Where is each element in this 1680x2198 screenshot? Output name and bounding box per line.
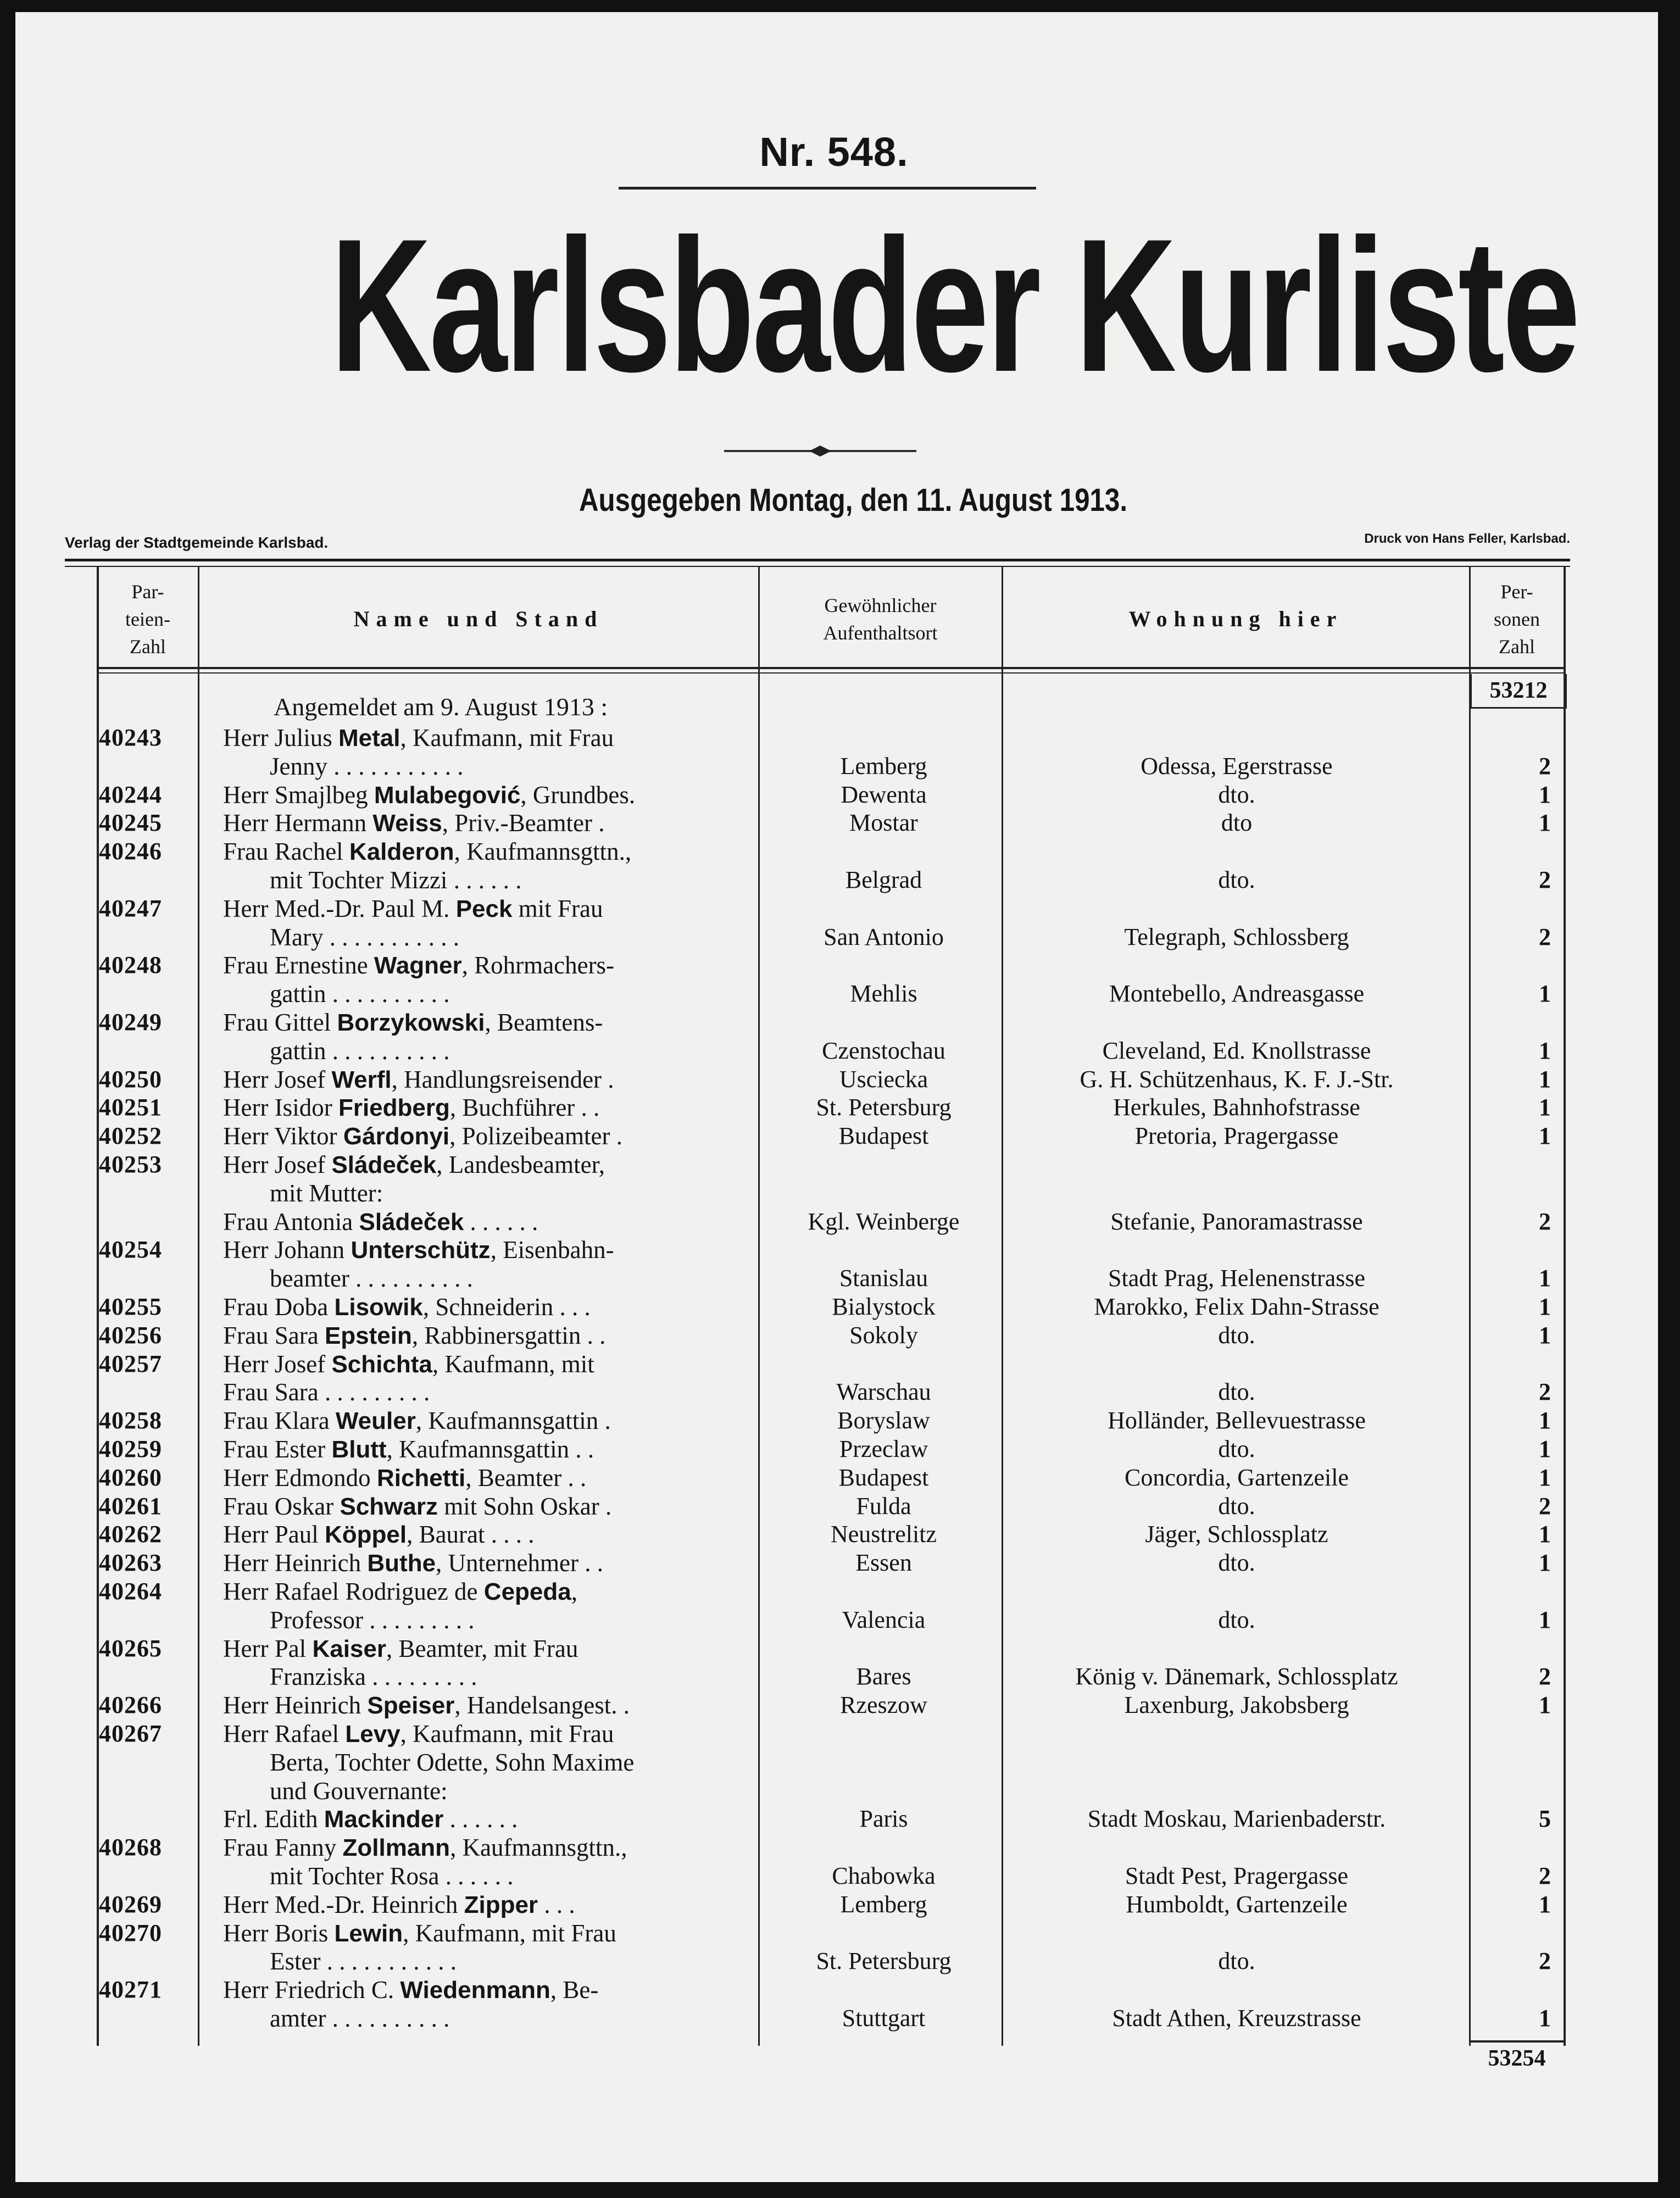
entry-residence: Humboldt, Gartenzeile <box>1126 1890 1348 1918</box>
entry-residence: Jäger, Schlossplatz <box>1145 1521 1328 1548</box>
entry-number: 40255 <box>99 1293 162 1320</box>
entry-residence: G. H. Schützenhaus, K. F. J.-Str. <box>1080 1065 1394 1093</box>
entry-name-line: Herr Med.-Dr. Paul M. Peck mit Frau <box>223 894 603 922</box>
entry-persons: 1 <box>1539 809 1551 837</box>
entry-persons: 2 <box>1539 1663 1551 1690</box>
entry-name-line: mit Tochter Mizzi . . . . . . <box>270 866 522 894</box>
entry-number: 40246 <box>99 838 162 865</box>
entry-persons: 1 <box>1539 1549 1551 1577</box>
entry-persons: 5 <box>1539 1805 1551 1833</box>
entry-name-line: Frau Antonia Sládeček . . . . . . <box>223 1207 538 1236</box>
entry-persons: 1 <box>1539 2005 1551 2032</box>
entry-city: Dewenta <box>841 781 927 808</box>
entry-city: St. Petersburg <box>816 1947 952 1975</box>
entry-persons: 1 <box>1539 1065 1551 1093</box>
entry-number: 40247 <box>99 894 162 922</box>
entry-number: 40271 <box>99 1976 162 2004</box>
column-line-2 <box>758 566 760 2046</box>
entry-number: 40256 <box>99 1321 162 1349</box>
column-line-4 <box>1469 566 1471 2046</box>
entry-persons: 2 <box>1539 923 1551 950</box>
column-line-right <box>1564 566 1566 2046</box>
entry-residence: dto <box>1221 809 1253 837</box>
entry-residence: dto. <box>1218 1492 1255 1520</box>
entry-residence: Holländer, Bellevuestrasse <box>1108 1407 1366 1434</box>
entry-residence: Stadt Athen, Kreuzstrasse <box>1112 2005 1361 2032</box>
entry-persons: 1 <box>1539 1094 1551 1121</box>
entry-persons: 2 <box>1539 752 1551 780</box>
entry-residence: König v. Dänemark, Schlossplatz <box>1075 1663 1398 1690</box>
entry-residence: dto. <box>1218 1321 1255 1349</box>
header-persons-count: Per- sonen Zahl <box>1494 581 1540 658</box>
entry-persons: 1 <box>1539 1293 1551 1320</box>
entry-name-line: Herr Hermann Weiss, Priv.-Beamter . <box>223 809 605 837</box>
entry-city: Przeclaw <box>839 1435 928 1462</box>
entry-city: St. Petersburg <box>816 1094 952 1121</box>
entry-city: Mostar <box>849 809 918 837</box>
entry-residence: dto. <box>1218 866 1255 893</box>
entry-persons: 2 <box>1539 1207 1551 1235</box>
carried-total: 53212 <box>1470 674 1567 709</box>
issue-date: Ausgegeben Montag, den 11. August 1913. <box>578 482 1128 518</box>
entry-number: 40243 <box>99 724 162 751</box>
entry-city: Stanislau <box>839 1265 928 1292</box>
entry-city: San Antonio <box>824 923 944 950</box>
entry-name-line: Herr Heinrich Speiser, Handelsangest. . <box>223 1691 630 1720</box>
entry-number: 40254 <box>99 1236 162 1264</box>
entry-name-line: Herr Heinrich Buthe, Unternehmer . . <box>223 1549 603 1577</box>
entry-name-line: Frl. Edith Mackinder . . . . . . <box>223 1805 518 1833</box>
entry-name-line: Herr Rafael Rodriguez de Cepeda, <box>223 1578 577 1605</box>
entry-city: Fulda <box>856 1492 911 1520</box>
entry-persons: 1 <box>1539 1521 1551 1548</box>
entry-residence: Stefanie, Panoramastrasse <box>1110 1207 1363 1235</box>
entry-name-line: Frau Klara Weuler, Kaufmannsgattin . <box>223 1407 611 1435</box>
masthead-title: Karlsbader Kurliste <box>330 200 1578 411</box>
entry-number: 40250 <box>99 1065 162 1093</box>
entry-name-line: Frau Sara Epstein, Rabbinersgattin . . <box>223 1321 606 1349</box>
entry-name-line: Herr Edmondo Richetti, Beamter . . <box>223 1464 587 1492</box>
entry-name-line: mit Tochter Rosa . . . . . . <box>270 1862 514 1890</box>
entry-number: 40269 <box>99 1890 162 1918</box>
entry-residence: dto. <box>1218 1606 1255 1633</box>
header-party-number: Par- teien- Zahl <box>125 581 170 658</box>
entry-name-line: Frau Fanny Zollmann, Kaufmannsgttn., <box>223 1834 627 1862</box>
entry-residence: Stadt Moskau, Marienbaderstr. <box>1087 1805 1386 1833</box>
printer-line: Druck von Hans Feller, Karlsbad. <box>1364 531 1570 546</box>
entry-city: Valencia <box>842 1606 926 1633</box>
entry-name-line: Herr Johann Unterschütz, Eisenbahn- <box>223 1236 614 1264</box>
entry-number: 40262 <box>99 1521 162 1548</box>
entry-number: 40261 <box>99 1492 162 1520</box>
entry-number: 40245 <box>99 809 162 837</box>
entry-city: Neustrelitz <box>830 1521 937 1548</box>
publisher-line: Verlag der Stadtgemeinde Karlsbad. <box>65 534 329 551</box>
entry-residence: Marokko, Felix Dahn-Strasse <box>1094 1293 1379 1320</box>
entry-persons: 1 <box>1539 1691 1551 1719</box>
entry-city: Boryslaw <box>837 1407 930 1434</box>
entry-persons: 1 <box>1539 1435 1551 1462</box>
entry-name-line: Herr Julius Metal, Kaufmann, mit Frau <box>223 724 614 752</box>
entry-number: 40244 <box>99 781 162 808</box>
entry-name-line: Herr Isidor Friedberg, Buchführer . . <box>223 1094 600 1122</box>
entry-number: 40252 <box>99 1122 162 1150</box>
column-line-1 <box>198 566 199 2046</box>
entry-city: Lemberg <box>840 1890 927 1918</box>
entry-name-line: Franziska . . . . . . . . . <box>270 1663 477 1691</box>
entry-name-line: Frau Oskar Schwarz mit Sohn Oskar . <box>223 1492 612 1520</box>
entry-persons: 2 <box>1539 866 1551 893</box>
entry-name-line: Frau Sara . . . . . . . . . <box>223 1378 430 1406</box>
registration-date-heading: Angemeldet am 9. August 1913 : <box>274 693 608 721</box>
entry-number: 40259 <box>99 1435 162 1462</box>
entry-city: Bares <box>856 1663 911 1690</box>
entry-name-line: Herr Josef Werfl, Handlungsreisender . <box>223 1065 614 1093</box>
entry-number: 40257 <box>99 1350 162 1377</box>
entry-name-line: Mary . . . . . . . . . . . <box>270 923 459 951</box>
entry-city: Usciecka <box>839 1065 928 1093</box>
entry-residence: Stadt Pest, Pragergasse <box>1125 1862 1349 1889</box>
entry-number: 40270 <box>99 1919 162 1946</box>
entry-name-line: Herr Pal Kaiser, Beamter, mit Frau <box>223 1634 578 1662</box>
entry-persons: 2 <box>1539 1947 1551 1975</box>
header-name-and-status: Name und Stand <box>353 606 604 631</box>
entry-persons: 2 <box>1539 1378 1551 1406</box>
entry-residence: Telegraph, Schlossberg <box>1124 923 1349 950</box>
entry-residence: Herkules, Bahnhofstrasse <box>1113 1094 1360 1121</box>
entry-number: 40267 <box>99 1720 162 1747</box>
entry-city: Warschau <box>836 1378 931 1406</box>
entry-name-line: Herr Josef Sládeček, Landesbeamter, <box>223 1151 605 1178</box>
entry-name-line: Jenny . . . . . . . . . . . <box>270 752 464 780</box>
entry-city: Budapest <box>838 1464 929 1491</box>
entry-name-line: gattin . . . . . . . . . . <box>270 1037 450 1065</box>
ornament-diamond-icon <box>809 446 831 457</box>
table-top-rule <box>65 559 1570 561</box>
entry-name-line: Frau Gittel Borzykowski, Beamtens- <box>223 1009 603 1036</box>
table-top-rule-thin <box>65 566 1570 567</box>
entry-name-line: Herr Boris Lewin, Kaufmann, mit Frau <box>223 1919 616 1947</box>
entry-city: Kgl. Weinberge <box>808 1207 960 1235</box>
entry-persons: 2 <box>1539 1862 1551 1889</box>
entry-number: 40248 <box>99 951 162 979</box>
entry-persons: 1 <box>1539 980 1551 1008</box>
entry-city: Chabowka <box>832 1862 936 1889</box>
entry-residence: dto. <box>1218 1549 1255 1577</box>
entry-number: 40265 <box>99 1634 162 1662</box>
entry-name-line: Frau Doba Lisowik, Schneiderin . . . <box>223 1293 591 1321</box>
entry-number: 40251 <box>99 1094 162 1121</box>
entry-persons: 1 <box>1539 1037 1551 1064</box>
entry-residence: Odessa, Egerstrasse <box>1141 752 1333 780</box>
column-line-3 <box>1002 566 1003 2046</box>
entry-persons: 2 <box>1539 1492 1551 1520</box>
entry-city: Stuttgart <box>842 2005 926 2032</box>
entry-number: 40264 <box>99 1578 162 1605</box>
entry-name-line: Herr Viktor Gárdonyi, Polizeibeamter . <box>223 1122 622 1150</box>
entry-number: 40249 <box>99 1009 162 1036</box>
entry-residence: Concordia, Gartenzeile <box>1124 1464 1349 1491</box>
entry-persons: 1 <box>1539 1265 1551 1292</box>
entry-residence: Laxenburg, Jakobsberg <box>1124 1691 1349 1719</box>
entry-residence: Cleveland, Ed. Knollstrasse <box>1102 1037 1371 1064</box>
entry-residence: Stadt Prag, Helenenstrasse <box>1108 1265 1365 1292</box>
entry-number: 40260 <box>99 1464 162 1491</box>
entry-name-line: Herr Friedrich C. Wiedenmann, Be- <box>223 1976 599 2004</box>
entry-name-line: und Gouvernante: <box>270 1777 448 1805</box>
header-rule-thin <box>97 672 1565 674</box>
newspaper-page <box>15 12 1658 2182</box>
header-lodging-here: Wohnung hier <box>1128 606 1343 631</box>
entry-persons: 1 <box>1539 1890 1551 1918</box>
entry-number: 40268 <box>99 1834 162 1861</box>
final-total: 53254 <box>1470 2040 1564 2075</box>
entry-name-line: Herr Rafael Levy, Kaufmann, mit Frau <box>223 1720 614 1748</box>
entry-name-line: mit Mutter: <box>270 1179 383 1207</box>
entry-city: Mehlis <box>850 980 917 1008</box>
entry-city: Lemberg <box>840 752 927 780</box>
entry-residence: Pretoria, Pragergasse <box>1134 1122 1339 1150</box>
issue-number: Nr. 548. <box>759 129 909 175</box>
entry-persons: 1 <box>1539 781 1551 808</box>
entry-city: Essen <box>855 1549 912 1577</box>
entry-name-line: Frau Ester Blutt, Kaufmannsgattin . . <box>223 1435 594 1463</box>
entry-name-line: gattin . . . . . . . . . . <box>270 980 450 1008</box>
entry-residence: dto. <box>1218 781 1255 808</box>
entry-persons: 1 <box>1539 1464 1551 1491</box>
entry-name-line: Herr Smajlbeg Mulabegović, Grundbes. <box>223 781 636 809</box>
entry-city: Belgrad <box>845 866 922 893</box>
entry-residence: Montebello, Andreasgasse <box>1109 980 1365 1008</box>
issue-number-rule <box>619 187 1036 190</box>
entry-name-line: Professor . . . . . . . . . <box>270 1606 475 1634</box>
entry-residence: dto. <box>1218 1435 1255 1462</box>
entry-residence: dto. <box>1218 1378 1255 1406</box>
entry-persons: 1 <box>1539 1606 1551 1633</box>
header-usual-residence: Gewöhnlicher Aufenthaltsort <box>823 594 938 644</box>
header-rule <box>97 667 1565 669</box>
entry-city: Sokoly <box>849 1321 918 1349</box>
entry-persons: 1 <box>1539 1321 1551 1349</box>
entry-persons: 1 <box>1539 1407 1551 1434</box>
entry-city: Czenstochau <box>822 1037 945 1064</box>
entry-name-line: Berta, Tochter Odette, Sohn Maxime <box>270 1748 635 1776</box>
entry-name-line: Herr Med.-Dr. Heinrich Zipper . . . <box>223 1890 575 1918</box>
entry-number: 40263 <box>99 1549 162 1577</box>
entry-residence: dto. <box>1218 1947 1255 1975</box>
entry-persons: 1 <box>1539 1122 1551 1150</box>
entry-name-line: Frau Rachel Kalderon, Kaufmannsgttn., <box>223 838 632 866</box>
entry-city: Budapest <box>838 1122 929 1150</box>
entry-city: Bialystock <box>832 1293 936 1320</box>
entry-name-line: amter . . . . . . . . . . <box>270 2005 450 2032</box>
entry-number: 40253 <box>99 1151 162 1178</box>
entry-name-line: Herr Paul Köppel, Baurat . . . . <box>223 1521 535 1549</box>
entry-name-line: Ester . . . . . . . . . . . <box>270 1947 457 1976</box>
entry-city: Paris <box>859 1805 908 1833</box>
entry-number: 40266 <box>99 1691 162 1719</box>
entry-number: 40258 <box>99 1407 162 1434</box>
entry-name-line: beamter . . . . . . . . . . <box>270 1265 473 1293</box>
entry-city: Rzeszow <box>840 1691 927 1719</box>
entry-name-line: Herr Josef Schichta, Kaufmann, mit <box>223 1350 594 1378</box>
entry-name-line: Frau Ernestine Wagner, Rohrmachers- <box>223 951 615 980</box>
